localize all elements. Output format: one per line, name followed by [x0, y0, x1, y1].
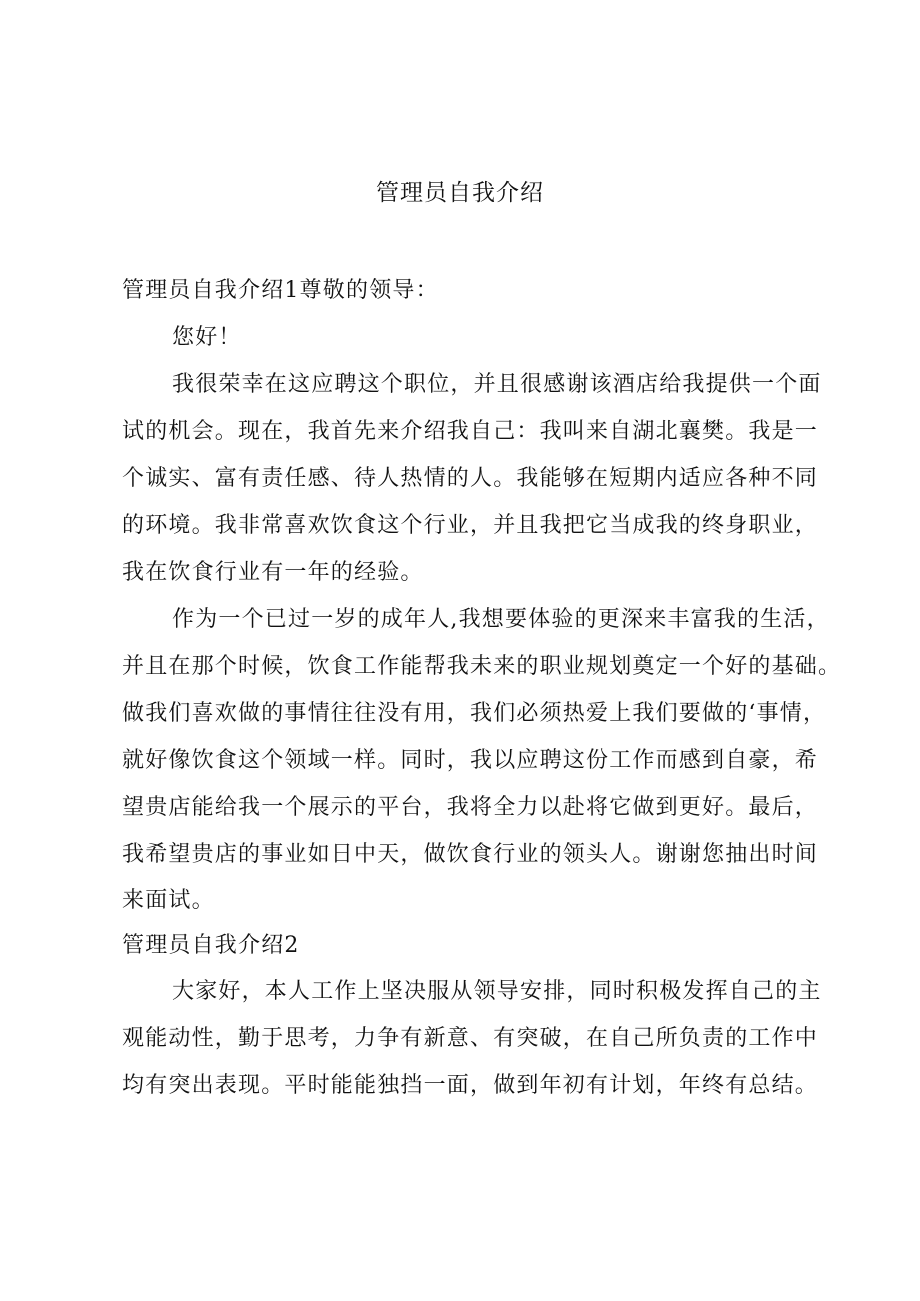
document-body	[122, 267, 842, 1109]
document-title: 管理员自我介绍	[376, 180, 544, 206]
paragraph-line: 个诚实、富有责任感、待人热情的人。我能够在短期内适应各种不同	[122, 466, 819, 491]
paragraph-line: 我很荣幸在这应聘这个职位，并且很感谢该酒店给我提供一个面	[172, 372, 822, 397]
section-1-paragraph-1	[122, 361, 822, 596]
greeting-line: 您好！	[172, 325, 242, 350]
paragraph-line: 作为一个已过一岁的成年人,我想要体验的更深来丰富我的生活，	[172, 607, 830, 632]
paragraph-line: 的环境。我非常喜欢饮食这个行业，并且我把它当成我的终身职业，	[122, 513, 819, 538]
paragraph-line: 均有突出表现。平时能能独挡一面，做到年初有计划，年终有总结。	[122, 1073, 819, 1098]
paragraph-line: 试的机会。现在，我首先来介绍我自己：我叫来自湖北襄樊。我是一	[122, 419, 819, 444]
section-2-paragraph-1	[122, 968, 822, 1109]
section-2-heading: 管理员自我介绍2	[122, 933, 300, 958]
paragraph-line: 做我们喜欢做的事情往往没有用，我们必须热爱上我们要做的‘事情，	[122, 701, 827, 726]
paragraph-line: 就好像饮食这个领域一样。同时，我以应聘这份工作而感到自豪，希	[122, 748, 819, 773]
paragraph-line: 大家好，本人工作上坚决服从领导安排，同时积极发挥自己的主	[172, 979, 822, 1004]
section-1-heading: 管理员自我介绍1尊敬的领导：	[122, 278, 439, 303]
paragraph-line: 观能动性，勤于思考，力争有新意、有突破，在自己所负责的工作中	[122, 1026, 819, 1051]
paragraph-line: 我在饮食行业有一年的经验。	[122, 560, 424, 585]
paragraph-line: 望贵店能给我一个展示的平台，我将全力以赴将它做到更好。最后，	[122, 795, 819, 820]
paragraph-line: 并且在那个时候，饮食工作能帮我未来的职业规划奠定一个好的基础。	[122, 654, 842, 679]
paragraph-line: 我希望贵店的事业如日中天，做饮食行业的领头人。谢谢您抽出时间	[122, 842, 819, 867]
section-1-paragraph-2	[122, 596, 842, 923]
paragraph-line: 来面试。	[122, 888, 215, 913]
